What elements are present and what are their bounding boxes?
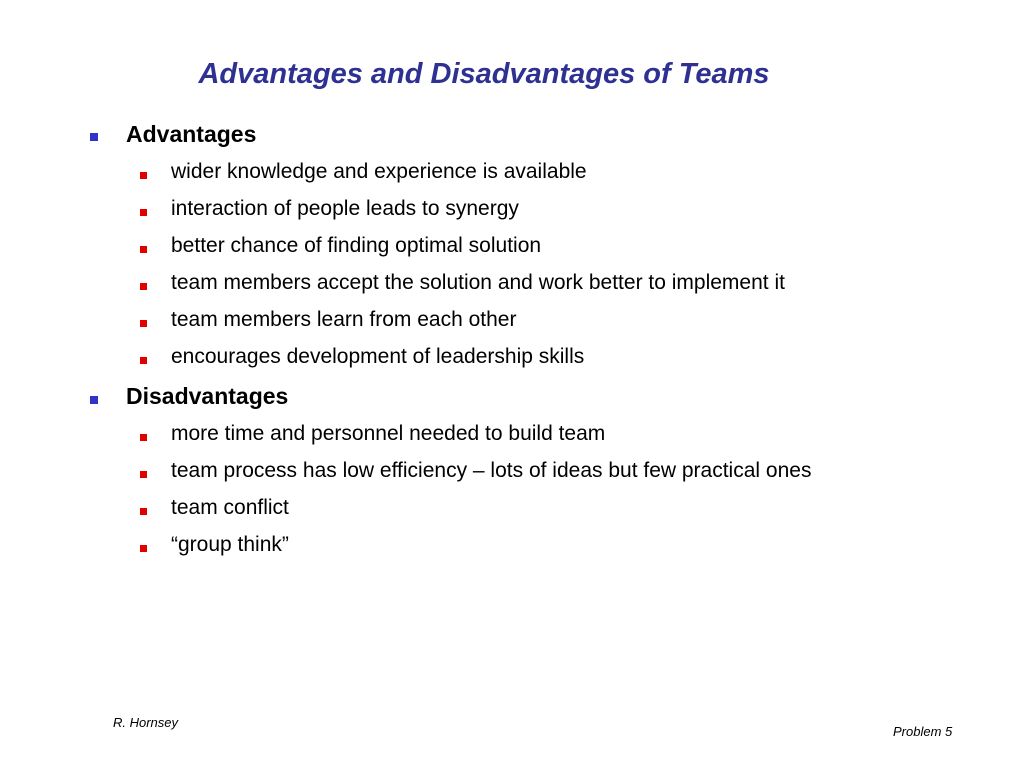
list-item: better chance of finding optimal solution — [171, 234, 542, 257]
footer-author: R. Hornsey — [113, 715, 179, 730]
square-bullet-icon — [140, 283, 147, 290]
list-item: “group think” — [171, 533, 289, 556]
section-heading-disadvantages: Disadvantages — [126, 383, 289, 409]
list-item: team members accept the solution and work better to implement it — [171, 271, 785, 294]
square-bullet-icon — [140, 357, 147, 364]
square-bullet-icon — [140, 471, 147, 478]
square-bullet-icon — [140, 320, 147, 327]
square-bullet-icon — [90, 396, 98, 404]
slide-title: Advantages and Disadvantages of Teams — [198, 58, 770, 90]
footer-page-label: Problem 5 — [893, 724, 953, 739]
list-item: team process has low efficiency – lots of ideas but few practical ones — [171, 459, 812, 482]
square-bullet-icon — [140, 246, 147, 253]
list-item: wider knowledge and experience is available — [171, 160, 587, 183]
square-bullet-icon — [140, 172, 147, 179]
square-bullet-icon — [140, 545, 147, 552]
section-heading-advantages: Advantages — [126, 121, 257, 147]
list-item: team conflict — [171, 496, 289, 519]
square-bullet-icon — [140, 434, 147, 441]
square-bullet-icon — [140, 209, 147, 216]
list-item: team members learn from each other — [171, 308, 517, 331]
square-bullet-icon — [90, 133, 98, 141]
list-item: interaction of people leads to synergy — [171, 197, 519, 220]
square-bullet-icon — [140, 508, 147, 515]
list-item: encourages development of leadership skills — [171, 345, 585, 368]
list-item: more time and personnel needed to build team — [171, 422, 606, 445]
